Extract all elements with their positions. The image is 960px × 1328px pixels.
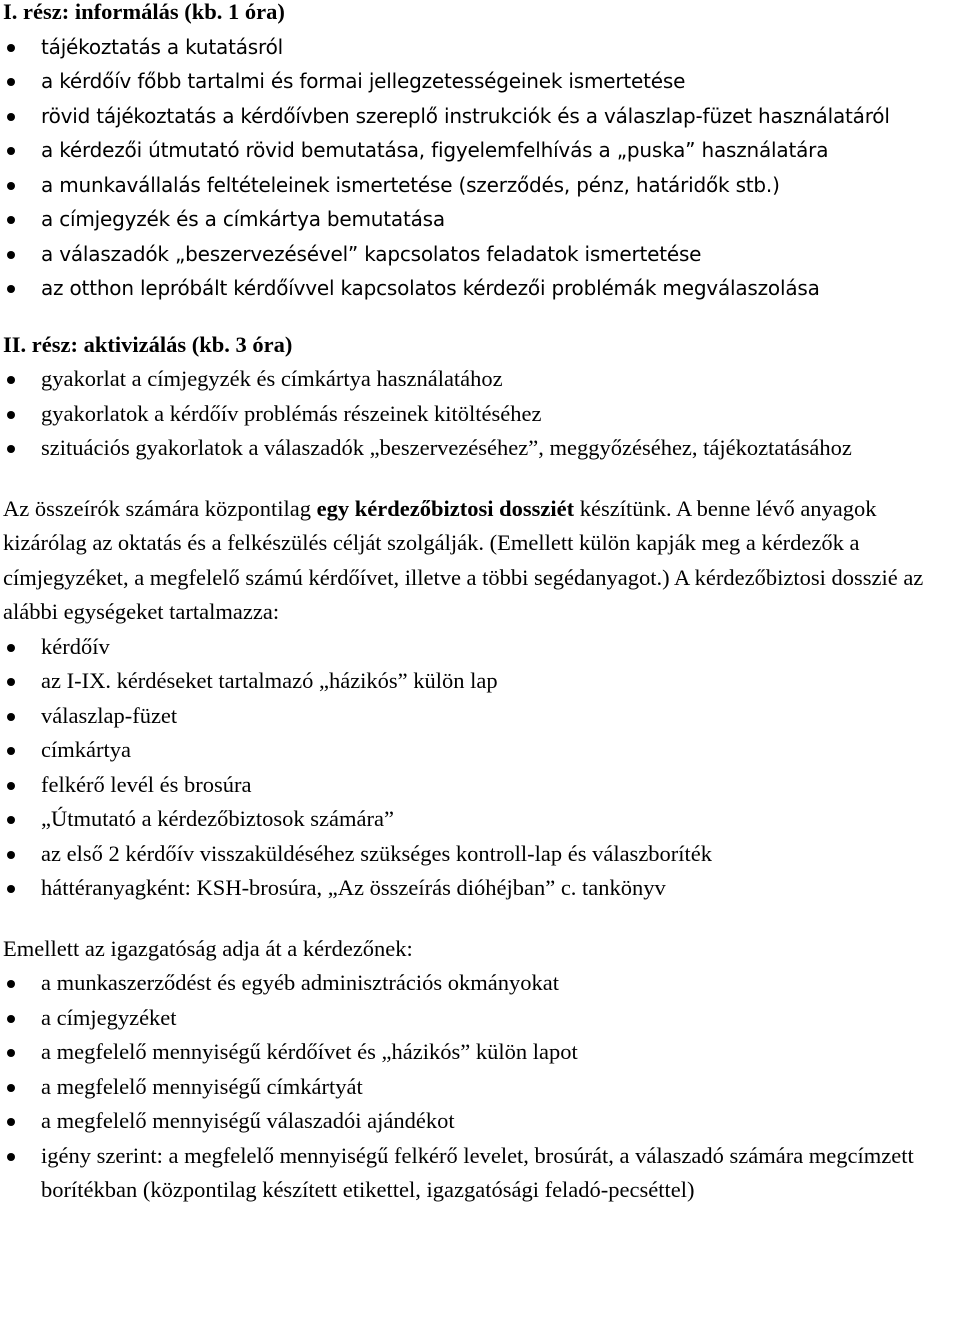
part2-heading: II. rész: aktivizálás (kb. 3 óra) bbox=[3, 331, 293, 357]
list-item: szituációs gyakorlatok a válaszadók „beszervezéséhez”, meggyőzéséhez, tájékoztatásához bbox=[3, 431, 957, 466]
list-item: háttéranyagként: KSH-brosúra, „Az összeírás dióhéjban” c. tankönyv bbox=[3, 871, 957, 906]
part2-list bbox=[3, 362, 957, 466]
list-item: gyakorlatok a kérdőív problémás részeinek kitöltéséhez bbox=[3, 397, 957, 432]
list-item: a munkavállalás feltételeinek ismertetése (szerződés, pénz, határidők stb.) bbox=[3, 168, 957, 203]
spacer bbox=[3, 466, 957, 492]
list-item: gyakorlat a címjegyzék és címkártya használatához bbox=[3, 362, 957, 397]
list-item: tájékoztatás a kutatásról bbox=[3, 30, 957, 65]
list-item: „Útmutató a kérdezőbiztosok számára” bbox=[3, 802, 957, 837]
spacer bbox=[3, 906, 957, 932]
list-item: a válaszadók „beszervezésével” kapcsolatos feladatok ismertetése bbox=[3, 237, 957, 272]
dossier-paragraph bbox=[3, 492, 957, 630]
directorate-intro: Emellett az igazgatóság adja át a kérdezőnek: bbox=[3, 935, 413, 961]
list-item: az otthon lepróbált kérdőívvel kapcsolatos kérdezői problémák megválaszolása bbox=[3, 271, 957, 306]
list-item: a címjegyzék és a címkártya bemutatása bbox=[3, 202, 957, 237]
part1-list bbox=[3, 30, 957, 306]
list-item: válaszlap-füzet bbox=[3, 699, 957, 734]
list-item: az I-IX. kérdéseket tartalmazó „házikós” külön lap bbox=[3, 664, 957, 699]
list-item: a megfelelő mennyiségű kérdőívet és „házikós” külön lapot bbox=[3, 1035, 957, 1070]
list-item: a munkaszerződést és egyéb adminisztrációs okmányokat bbox=[3, 966, 957, 1001]
dossier-list bbox=[3, 630, 957, 906]
list-item: a kérdezői útmutató rövid bemutatása, figyelemfelhívás a „puska” használatára bbox=[3, 133, 957, 168]
list-item: az első 2 kérdőív visszaküldéséhez szükséges kontroll-lap és válaszboríték bbox=[3, 837, 957, 872]
list-item: címkártya bbox=[3, 733, 957, 768]
spacer bbox=[3, 306, 957, 328]
part1-heading: I. rész: informálás (kb. 1 óra) bbox=[3, 0, 285, 24]
list-item: felkérő levél és brosúra bbox=[3, 768, 957, 803]
list-item: a címjegyzéket bbox=[3, 1001, 957, 1036]
directorate-list bbox=[3, 966, 957, 1208]
list-item: a megfelelő mennyiségű címkártyát bbox=[3, 1070, 957, 1105]
document-page bbox=[3, 0, 957, 1208]
list-item: a kérdőív főbb tartalmi és formai jellegzetességeinek ismertetése bbox=[3, 64, 957, 99]
dossier-intro-end: készítünk. A benne lévő anyagok kizárólag az oktatás és a felkészülés célját szolgálják. (Emellett külön kapják meg a kérdezők a címjegyzéket, a megfelelő számú kérdőívet, illetve a többi segédanyagot.) A kérdezőbiztosi dosszié az alábbi egységeket tartalmazza: bbox=[3, 495, 924, 624]
list-item: kérdőív bbox=[3, 630, 957, 665]
list-item: igény szerint: a megfelelő mennyiségű felkérő levelet, brosúrát, a válaszadó számára megcímzett borítékban (központilag készített etikettel, igazgatósági feladó-pecséttel) bbox=[3, 1139, 957, 1208]
dossier-intro-bold: egy kérdezőbiztosi dossziét bbox=[316, 495, 575, 521]
list-item: a megfelelő mennyiségű válaszadói ajándékot bbox=[3, 1104, 957, 1139]
dossier-intro-start: Az összeírók számára központilag bbox=[3, 495, 317, 521]
list-item: rövid tájékoztatás a kérdőívben szereplő instrukciók és a válaszlap-füzet használatáról bbox=[3, 99, 957, 134]
